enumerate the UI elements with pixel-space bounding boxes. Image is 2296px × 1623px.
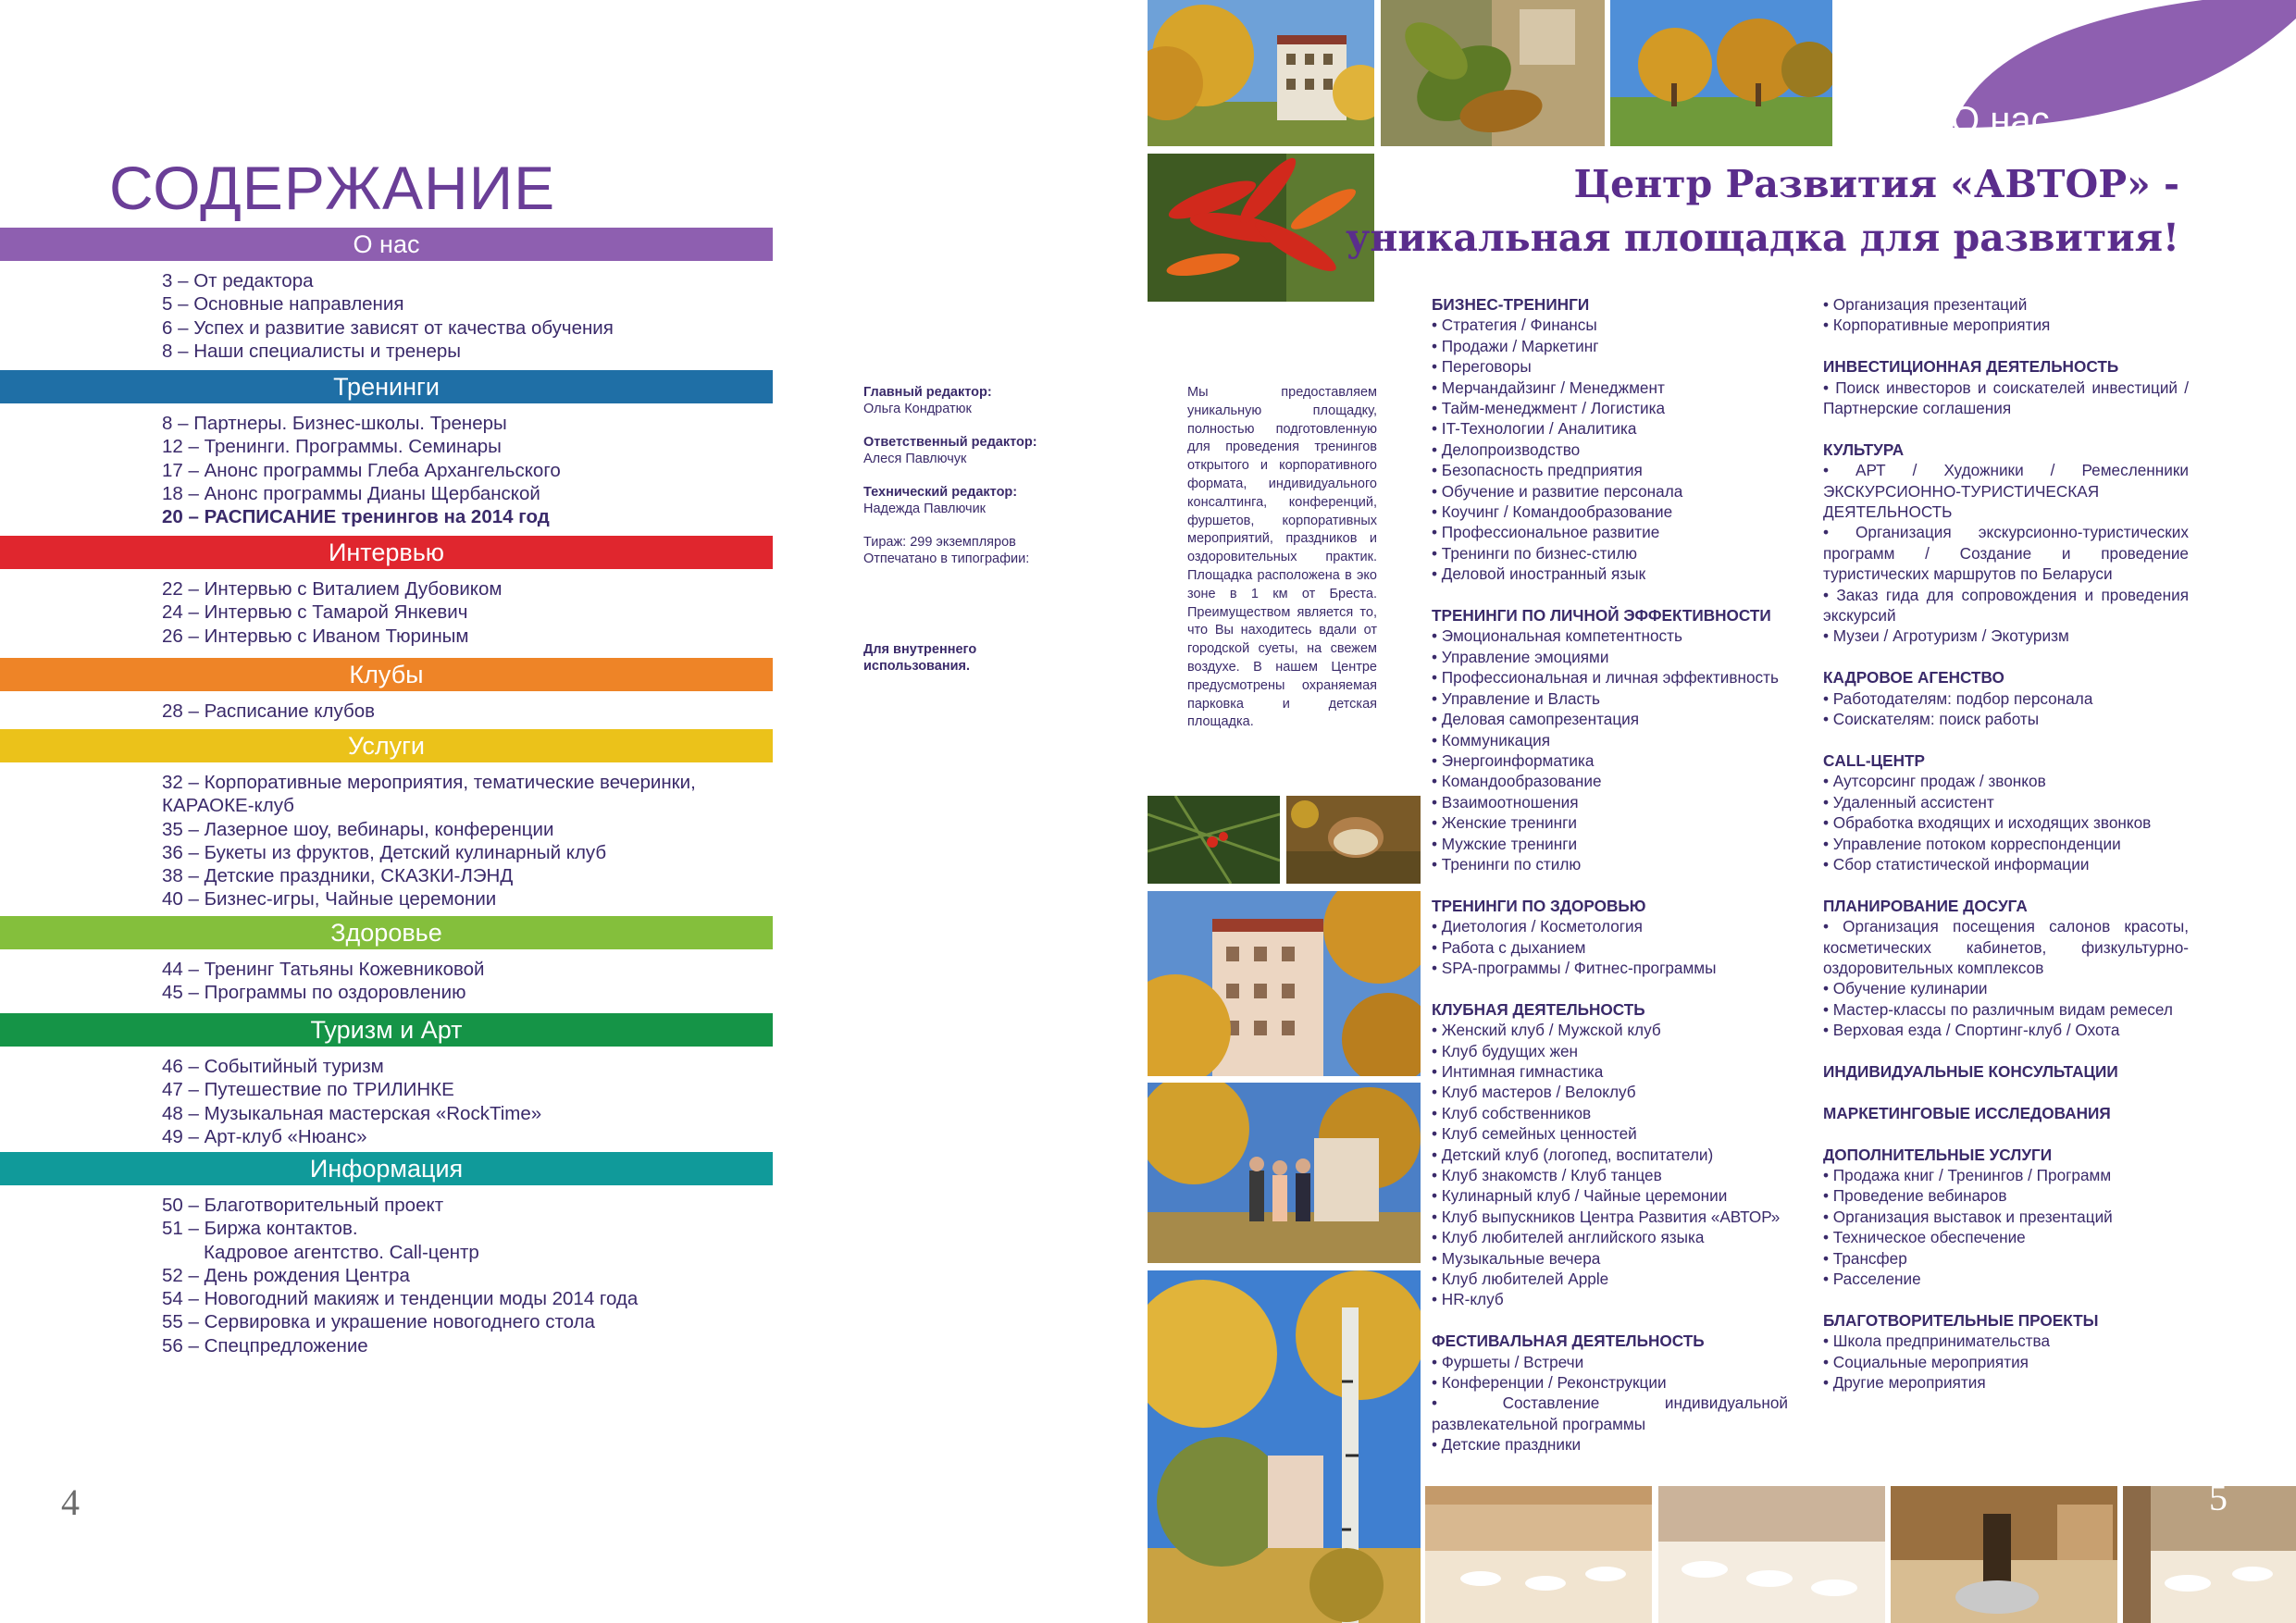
toc-item[interactable]: 12 – Тренинги. Программы. Семинары	[162, 436, 502, 458]
toc-item[interactable]: 18 – Анонс программы Дианы Щербанской	[162, 482, 540, 504]
service-item: • Клуб собственников	[1432, 1103, 1592, 1122]
internal-use-note: Для внутреннего использования.	[863, 642, 977, 674]
service-item: • Продажи / Маркетинг	[1432, 336, 1599, 355]
service-item: • Обучение кулинарии	[1823, 979, 1988, 998]
service-item: • Музыкальные вечера	[1432, 1248, 1601, 1268]
service-item: • Коммуникация	[1432, 730, 1551, 750]
service-group-title: БИЗНЕС-ТРЕНИНГИ	[1432, 295, 1590, 314]
service-item: • Клуб мастеров / Велоклуб	[1432, 1083, 1636, 1102]
service-item: • Клуб будущих жен	[1432, 1041, 1579, 1060]
service-item: • Мастер-классы по различным видам ремесел	[1823, 999, 2173, 1019]
page-number-left: 4	[61, 1481, 80, 1523]
service-item: • Организация выставок и презентаций	[1823, 1207, 2113, 1226]
toc-section-header[interactable]: Тренинги	[0, 370, 773, 403]
service-item: • Безопасность предприятия	[1432, 461, 1643, 480]
photo-park-trees	[1610, 0, 1832, 146]
toc-item[interactable]: 51 – Биржа контактов.	[162, 1218, 358, 1240]
service-item: • Работа с дыханием	[1432, 937, 1586, 957]
toc-section-header[interactable]: Интервью	[0, 536, 773, 569]
service-item: • Техническое обеспечение	[1823, 1228, 2026, 1247]
toc-item[interactable]: КАРАОКЕ-клуб	[162, 795, 294, 817]
toc-title: СОДЕРЖАНИЕ	[109, 154, 556, 222]
service-group-title: ИНВЕСТИЦИОННАЯ ДЕЯТЕЛЬНОСТЬ	[1823, 357, 2119, 377]
toc-section	[0, 370, 773, 528]
service-group-title: ПЛАНИРОВАНИЕ ДОСУГА	[1823, 896, 2028, 915]
toc-item[interactable]: 47 – Путешествие по ТРИЛИНКЕ	[162, 1079, 454, 1101]
service-item: • Тренинги по бизнес-стилю	[1432, 543, 1637, 563]
toc-item[interactable]: 35 – Лазерное шоу, вебинары, конференции	[162, 818, 554, 840]
toc-item-list	[0, 269, 773, 363]
responsible-editor-label: Ответственный редактор:	[863, 435, 1037, 450]
service-item: • Управление эмоциями	[1432, 647, 1609, 666]
service-item: • Женские тренинги	[1432, 813, 1577, 833]
service-item: • Коучинг / Командообразование	[1432, 502, 1673, 522]
toc-item[interactable]: 28 – Расписание клубов	[162, 700, 375, 722]
toc-item[interactable]: 54 – Новогодний макияж и тенденции моды 2014 года	[162, 1288, 639, 1310]
photo-autumn-building	[1148, 0, 1374, 146]
right-page	[1148, 0, 2296, 1623]
service-item: • IT-Технологии / Аналитика	[1432, 419, 1637, 439]
services-column-left	[1432, 294, 1788, 1456]
service-item: • Сбор статистической информации	[1823, 854, 2090, 873]
service-group-title: ТРЕНИНГИ ПО ЗДОРОВЬЮ	[1432, 896, 1646, 915]
service-item: • Диетология / Косметология	[1432, 917, 1643, 936]
service-item: • Продажа книг / Тренингов / Программ	[1823, 1165, 2112, 1184]
service-item: • Женский клуб / Мужской клуб	[1432, 1021, 1661, 1040]
service-item: • Школа предпринимательства	[1823, 1332, 2051, 1351]
toc-item[interactable]: 20 – РАСПИСАНИЕ тренингов на 2014 год	[162, 506, 550, 528]
service-group-title: CALL-ЦЕНТР	[1823, 750, 1925, 770]
page-number-right: 5	[2209, 1477, 2228, 1518]
toc-item-list	[0, 700, 773, 723]
photo-mushroom	[1286, 796, 1421, 884]
service-item: • АРТ / Художники / Ремесленники ЭКСКУРСИОННО-ТУРИСТИЧЕСКАЯ ДЕЯТЕЛЬНОСТЬ	[1823, 461, 2189, 522]
service-item: • Стратегия / Финансы	[1432, 316, 1597, 335]
toc-item[interactable]: 6 – Успех и развитие зависят от качества обучения	[162, 316, 614, 339]
toc-item[interactable]: 55 – Сервировка и украшение новогоднего стола	[162, 1311, 595, 1333]
intro-blurb: Мы предоставляем уникальную площадку, полностью подготовленную для проведения тренингов открытого и корпоративного формата, индивидуального консалтинга, конференций, фуршетов, корпоративных мероприятий, праздников и оздоровительных практик. Площадка расположена в эко зоне в 1 км от Бреста. Преимуществом является то, что Вы находитесь вдали от городской суеты, на свежем воздухе. В нашем Центре предусмотрены охраняемая парковка и детская площадка.	[1187, 385, 1377, 730]
responsible-editor-name: Алеся Павлючук	[863, 452, 967, 466]
service-item: • Организация экскурсионно-туристических программ / Создание и проведение туристических маршрутов по Беларуси	[1823, 523, 2189, 584]
photo-banquet-hall-2	[1658, 1486, 1885, 1623]
toc-item[interactable]: 52 – День рождения Центра	[162, 1264, 410, 1286]
toc-item[interactable]: 38 – Детские праздники, СКАЗКИ-ЛЭНД	[162, 865, 514, 887]
toc-section	[0, 916, 773, 1005]
toc-item[interactable]: 48 – Музыкальная мастерская «RockTime»	[162, 1102, 542, 1124]
headline-line2: уникальная площадка для развития!	[1346, 216, 2179, 260]
service-item: • Делопроизводство	[1432, 440, 1581, 459]
service-item: • Мужские тренинги	[1432, 834, 1578, 853]
toc-item[interactable]: 8 – Наши специалисты и тренеры	[162, 340, 462, 362]
service-item: • Управление потоком корреспонденции	[1823, 834, 2121, 853]
toc-section-header[interactable]: Клубы	[0, 658, 773, 691]
service-group-title: ТРЕНИНГИ ПО ЛИЧНОЙ ЭФФЕКТИВНОСТИ	[1432, 606, 1771, 626]
service-item: • Тренинги по стилю	[1432, 854, 1582, 873]
about-tab-label: О нас	[1951, 100, 2050, 141]
service-item: • Клуб выпускников Центра Развития «АВТОР»	[1432, 1207, 1781, 1226]
service-item: • Музеи / Агротуризм / Экотуризм	[1823, 626, 2069, 646]
service-item: • Фуршеты / Встречи	[1432, 1352, 1584, 1371]
service-item: • Работодателям: подбор персонала	[1823, 688, 2093, 708]
service-item: • Управление и Власть	[1432, 688, 1600, 708]
toc-item[interactable]: 22 – Интервью с Виталием Дубовиком	[162, 578, 503, 600]
service-item: • Тайм-менеджмент / Логистика	[1432, 399, 1666, 418]
service-item: • Соискателям: поиск работы	[1823, 710, 2040, 729]
service-item: • Организация посещения салонов красоты, косметических кабинетов, физкультурно-оздоровительных комплексов	[1823, 917, 2189, 977]
service-item: • Обработка входящих и исходящих звонков	[1823, 813, 2152, 833]
service-item: • Обучение и развитие персонала	[1432, 481, 1683, 501]
toc-item[interactable]: 26 – Интервью с Иваном Тюриным	[162, 625, 469, 647]
service-item: • Заказ гида для сопровождения и проведения экскурсий	[1823, 585, 2189, 626]
service-item: • Удаленный ассистент	[1823, 792, 1994, 812]
service-item: • Аутсорсинг продаж / звонков	[1823, 772, 2046, 791]
service-group-title: КАДРОВОЕ АГЕНСТВО	[1823, 668, 2004, 688]
toc-item[interactable]: 17 – Анонс программы Глеба Архангельского	[162, 459, 561, 481]
technical-editor-name: Надежда Павлючик	[863, 502, 987, 516]
service-item: • Поиск инвесторов и соискателей инвестиций / Партнерские соглашения	[1823, 378, 2189, 418]
toc-item[interactable]: 50 – Благотворительный проект	[162, 1195, 444, 1216]
service-item: • Социальные мероприятия	[1823, 1352, 2029, 1371]
toc-item[interactable]: 46 – Событийный туризм	[162, 1056, 384, 1077]
service-item: • Взаимоотношения	[1432, 792, 1579, 812]
service-item: • Деловая самопрезентация	[1432, 710, 1640, 729]
service-item: • Переговоры	[1432, 357, 1532, 377]
service-item: • Трансфер	[1823, 1248, 1907, 1268]
service-group-title: КУЛЬТУРА	[1823, 440, 1905, 459]
service-item: • Интимная гимнастика	[1432, 1061, 1604, 1081]
headline	[1346, 157, 2179, 265]
toc-section-header[interactable]: Здоровье	[0, 916, 773, 949]
service-item: • Эмоциональная компетентность	[1432, 626, 1682, 646]
service-item: • Корпоративные мероприятия	[1823, 316, 2051, 335]
service-group-title: ИНДИВИДУАЛЬНЫЕ КОНСУЛЬТАЦИИ	[1823, 1061, 2118, 1081]
chief-editor-label: Главный редактор:	[863, 385, 992, 400]
service-item: • Составление индивидуальной развлекательной программы	[1432, 1394, 1788, 1433]
photo-berries	[1148, 796, 1280, 884]
photo-people-park	[1148, 1083, 1421, 1263]
toc-item[interactable]: Кадровое агентство. Call-центр	[204, 1241, 479, 1263]
service-item: • Организация презентаций	[1823, 295, 2028, 314]
toc-section	[0, 228, 773, 363]
toc-section	[0, 729, 773, 911]
toc-item[interactable]: 44 – Тренинг Татьяны Кожевниковой	[162, 959, 485, 980]
service-item: • Детские праздники	[1432, 1435, 1582, 1455]
toc-item[interactable]: 8 – Партнеры. Бизнес-школы. Тренеры	[162, 413, 507, 434]
toc-section	[0, 658, 773, 723]
printed-at: Отпечатано в типографии:	[863, 551, 1030, 566]
service-item: • Клуб любителей английского языка	[1432, 1228, 1705, 1247]
photo-red-leaves	[1148, 154, 1374, 302]
service-item: • Конференции / Реконструкции	[1432, 1373, 1667, 1393]
service-item: • Детский клуб (логопед, воспитатели)	[1432, 1145, 1714, 1164]
service-item: • Профессиональное развитие	[1432, 523, 1660, 542]
toc-item-list	[0, 1055, 773, 1148]
photo-birch-trees	[1148, 1270, 1421, 1623]
toc-item[interactable]: 49 – Арт-клуб «Нюанс»	[162, 1125, 367, 1147]
toc-item[interactable]: 32 – Корпоративные мероприятия, тематические вечеринки,	[162, 772, 696, 793]
service-item: • HR-клуб	[1432, 1290, 1504, 1309]
service-item: • SPA-программы / Фитнес-программы	[1432, 958, 1717, 977]
toc-item-list	[0, 1194, 773, 1357]
toc-item[interactable]: 24 – Интервью с Тамарой Янкевич	[162, 601, 468, 624]
service-item: • Проведение вебинаров	[1823, 1186, 2007, 1206]
service-group-title: БЛАГОТВОРИТЕЛЬНЫЕ ПРОЕКТЫ	[1823, 1310, 2099, 1330]
service-item: • Клуб любителей Apple	[1432, 1270, 1609, 1289]
toc-item[interactable]: 56 – Спецпредложение	[162, 1334, 368, 1357]
toc-section	[0, 536, 773, 648]
service-group-title: МАРКЕТИНГОВЫЕ ИССЛЕДОВАНИЯ	[1823, 1103, 2111, 1122]
photo-oak-leaves	[1381, 0, 1605, 146]
service-group-title: ДОПОЛНИТЕЛЬНЫЕ УСЛУГИ	[1823, 1145, 2053, 1164]
service-group-title: ФЕСТИВАЛЬНАЯ ДЕЯТЕЛЬНОСТЬ	[1432, 1332, 1705, 1351]
toc-item[interactable]: 45 – Программы по оздоровлению	[162, 982, 466, 1004]
toc-section	[0, 1152, 773, 1357]
toc-item[interactable]: 3 – От редактора	[162, 270, 314, 291]
toc-section-header[interactable]: О нас	[0, 228, 773, 261]
service-item: • Деловой иностранный язык	[1432, 564, 1646, 584]
photo-champagne	[1891, 1486, 2117, 1623]
service-item: • Профессиональная и личная эффективность	[1432, 668, 1779, 688]
toc-item[interactable]: 36 – Букеты из фруктов, Детский кулинарный клуб	[162, 841, 607, 863]
service-item: • Клуб семейных ценностей	[1432, 1124, 1637, 1144]
technical-editor-label: Технический редактор:	[863, 485, 1018, 500]
services-column-right	[1823, 294, 2189, 1393]
toc-section-header[interactable]: Туризм и Арт	[0, 1013, 773, 1047]
service-item: • Другие мероприятия	[1823, 1372, 1986, 1392]
service-item: • Расселение	[1823, 1269, 1921, 1288]
toc-section-header[interactable]: Услуги	[0, 729, 773, 762]
service-group-title: КЛУБНАЯ ДЕЯТЕЛЬНОСТЬ	[1432, 999, 1645, 1019]
toc-item[interactable]: 5 – Основные направления	[162, 293, 404, 316]
toc-section	[0, 1013, 773, 1148]
toc-item-list	[0, 412, 773, 528]
print-run: Тираж: 299 экземпляров	[863, 535, 1016, 550]
toc-item-list	[0, 771, 773, 911]
headline-line1: Центр Развития «АВТОР» -	[1573, 162, 2179, 206]
toc-item-list	[0, 577, 773, 648]
service-item: • Верховая езда / Спортинг-клуб / Охота	[1823, 1021, 2120, 1040]
photo-banquet-hall-1	[1425, 1486, 1652, 1623]
photo-building-autumn	[1148, 891, 1421, 1076]
imprint	[863, 384, 1086, 675]
toc-item[interactable]: 40 – Бизнес-игры, Чайные церемонии	[162, 888, 497, 911]
toc-item-list	[0, 958, 773, 1005]
service-item: • Клуб знакомств / Клуб танцев	[1432, 1166, 1662, 1185]
service-item: • Кулинарный клуб / Чайные церемонии	[1432, 1186, 1728, 1206]
service-item: • Командообразование	[1432, 772, 1602, 791]
toc-section-header[interactable]: Информация	[0, 1152, 773, 1185]
service-item: • Мерчандайзинг / Менеджмент	[1432, 378, 1665, 397]
chief-editor-name: Ольга Кондратюк	[863, 402, 972, 416]
service-item: • Энергоинформатика	[1432, 750, 1595, 770]
